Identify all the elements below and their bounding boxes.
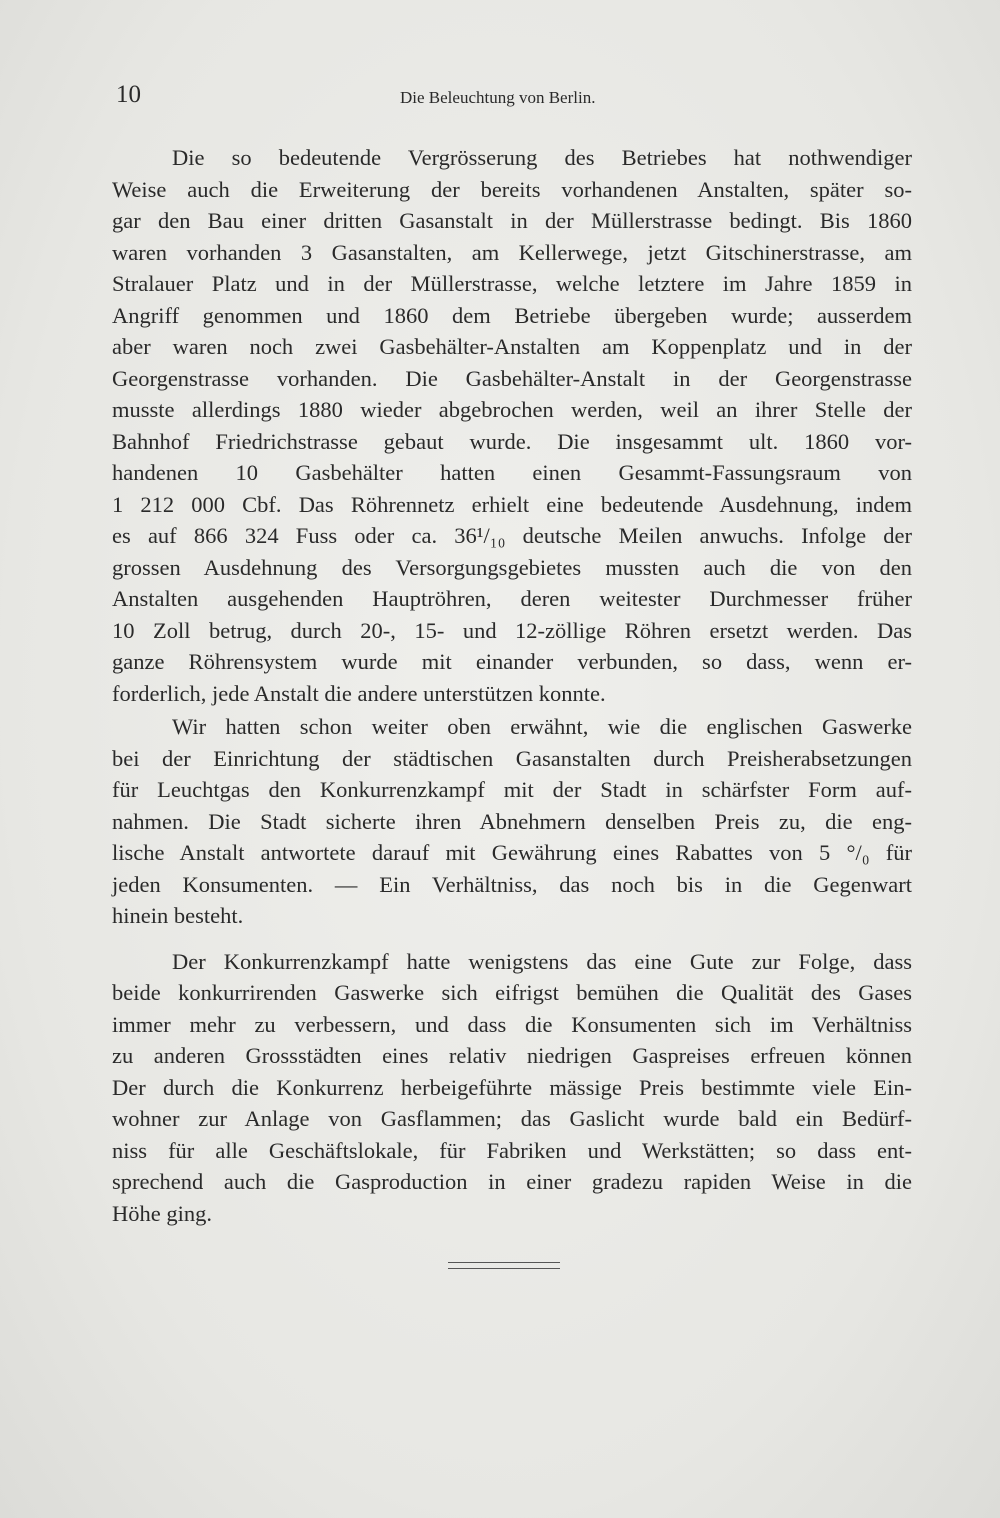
text-line: musste allerdings 1880 wieder abgebrochen werden, weil an ihrer Stelle der [112, 397, 912, 422]
text-line: beide konkurrirenden Gaswerke sich eifrigst bemühen die Qualität des Gases [112, 980, 912, 1005]
text-line: 1 212 000 Cbf. Das Röhrennetz erhielt eine bedeutende Ausdehnung, indem [112, 491, 912, 517]
text-line: zu anderen Grossstädten eines relativ niedrigen Gaspreises erfreuen können [112, 1043, 912, 1068]
text-line: Die so bedeutende Vergrösserung des Betriebes hat nothwendiger [172, 145, 912, 170]
body-text [112, 142, 912, 1229]
text-line: ganze Röhrensystem wurde mit einander verbunden, so dass, wenn er- [112, 649, 912, 674]
section-end-rule [448, 1262, 560, 1269]
paragraph-2 [112, 711, 912, 932]
text-line: aber waren noch zwei Gasbehälter-Anstalten am Koppenplatz und in der [112, 334, 912, 359]
text-line: nahmen. Die Stadt sicherte ihren Abnehmern denselben Preis zu, die eng- [112, 808, 912, 834]
text-line: Wir hatten schon weiter oben erwähnt, wie die englischen Gaswerke [172, 714, 912, 739]
paragraph-3 [112, 946, 912, 1230]
text-line: forderlich, jede Anstalt die andere unterstützen konnte. [112, 680, 606, 706]
paragraph-1 [112, 142, 912, 709]
text-line: Der Konkurrenzkampf hatte wenigstens das eine Gute zur Folge, dass [172, 948, 912, 974]
text-line: Georgenstrasse vorhanden. Die Gasbehälter-Anstalt in der Georgenstrasse [112, 365, 912, 391]
text-line: Bahnhof Friedrichstrasse gebaut wurde. Die insgesammt ult. 1860 vor- [112, 428, 912, 454]
text-line: sprechend auch die Gasproduction in einer gradezu rapiden Weise in die [112, 1169, 912, 1194]
text-line: Anstalten ausgehenden Hauptröhren, deren weitester Durchmesser früher [112, 586, 912, 611]
text-line: handenen 10 Gasbehälter hatten einen Gesammt-Fassungsraum von [112, 460, 912, 485]
text-line: Der durch die Konkurrenz herbeigeführte mässige Preis bestimmte viele Ein- [112, 1074, 912, 1100]
running-title: Die Beleuchtung von Berlin. [400, 88, 596, 107]
text-line: lische Anstalt antwortete darauf mit Gewährung eines Rabattes von 5 °/₀ für [112, 840, 912, 865]
text-line: gar den Bau einer dritten Gasanstalt in der Müllerstrasse bedingt. Bis 1860 [112, 208, 912, 233]
text-line: immer mehr zu verbessern, und dass die Konsumenten sich im Verhältniss [112, 1011, 912, 1037]
text-line: jeden Konsumenten. — Ein Verhältniss, das noch bis in die Gegenwart [112, 871, 912, 897]
text-line: Angriff genommen und 1860 dem Betriebe übergeben wurde; ausserdem [112, 302, 912, 328]
text-line: hinein besteht. [112, 903, 244, 928]
text-line: für Leuchtgas den Konkurrenzkampf mit der Stadt in schärfster Form auf- [112, 777, 912, 802]
text-line: niss für alle Geschäftslokale, für Fabriken und Werkstätten; so dass ent- [112, 1137, 912, 1163]
text-line: Weise auch die Erweiterung der bereits vorhandenen Anstalten, später so- [112, 176, 912, 202]
text-line: waren vorhanden 3 Gasanstalten, am Kellerwege, jetzt Gitschinerstrasse, am [112, 239, 912, 265]
text-line: es auf 866 324 Fuss oder ca. 36¹/₁₀ deutsche Meilen anwuchs. Infolge der [112, 523, 912, 548]
text-line: Stralauer Platz und in der Müllerstrasse, welche letztere im Jahre 1859 in [112, 271, 912, 296]
text-line: grossen Ausdehnung des Versorgungsgebietes mussten auch die von den [112, 554, 912, 580]
page-number: 10 [116, 81, 141, 108]
text-line: wohner zur Anlage von Gasflammen; das Gaslicht wurde bald ein Bedürf- [112, 1106, 912, 1131]
text-line: Höhe ging. [112, 1200, 212, 1226]
text-line: bei der Einrichtung der städtischen Gasanstalten durch Preisherabsetzungen [112, 745, 912, 771]
text-line: 10 Zoll betrug, durch 20-, 15- und 12-zöllige Röhren ersetzt werden. Das [112, 617, 912, 643]
